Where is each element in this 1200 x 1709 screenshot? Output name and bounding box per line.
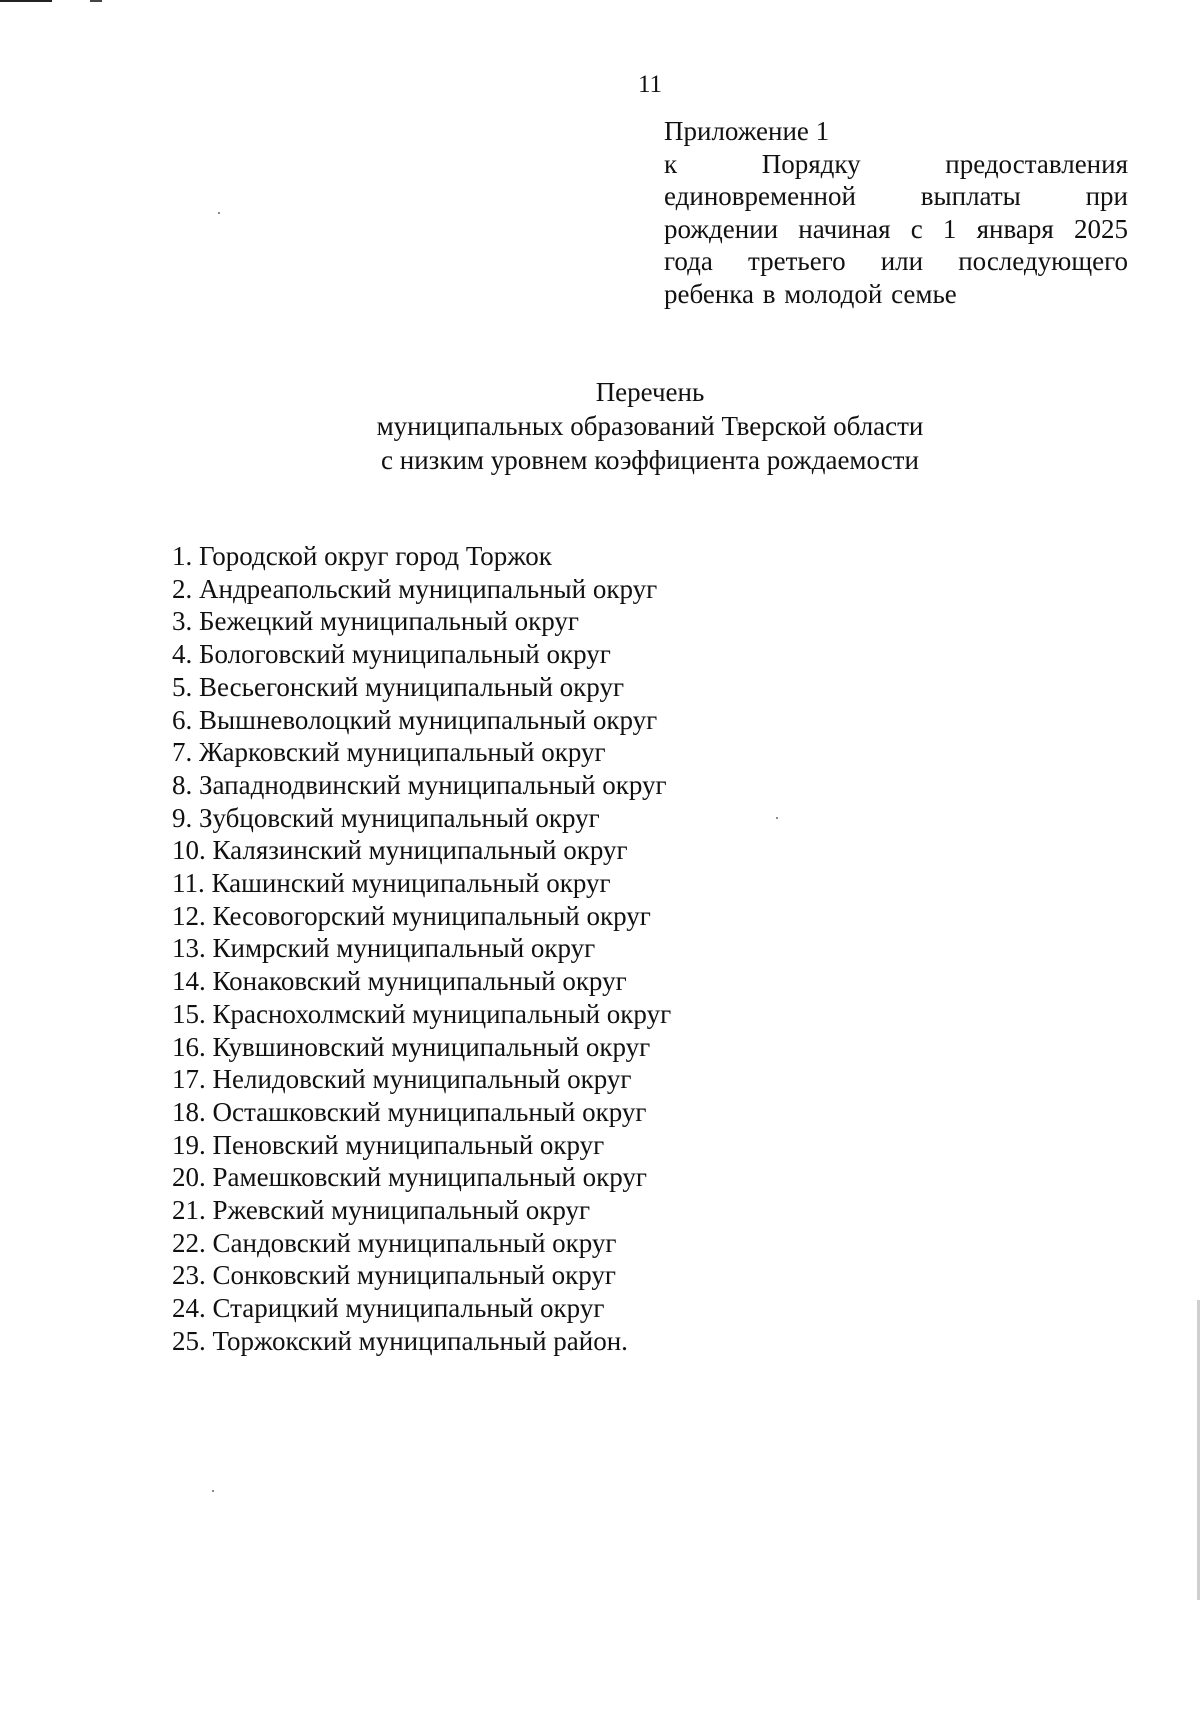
list-item: 18. Осташковский муниципальный округ [172, 1096, 647, 1127]
list-item: 15. Краснохолмский муниципальный округ [172, 998, 672, 1029]
scan-speck [776, 817, 778, 819]
page-number: 11 [637, 71, 663, 98]
heading-line-2: муниципальных образований Тверской области [376, 411, 924, 441]
list-item: 6. Вышневолоцкий муниципальный округ [172, 704, 658, 735]
list-item: 8. Западнодвинский муниципальный округ [172, 769, 667, 800]
list-item: 4. Бологовский муниципальный округ [172, 639, 611, 670]
list-item: 20. Рамешковский муниципальный округ [172, 1162, 647, 1193]
list-item: 13. Кимрский муниципальный округ [172, 933, 596, 964]
list-item: 19. Пеновский муниципальный округ [172, 1129, 605, 1160]
list-item: 9. Зубцовский муниципальный округ [172, 802, 600, 833]
list-item: 1. Городской округ город Торжок [172, 541, 552, 571]
list-item: 17. Нелидовский муниципальный округ [172, 1064, 632, 1095]
list-item: 24. Старицкий муниципальный округ [172, 1293, 605, 1324]
scan-speck [212, 1490, 214, 1492]
appendix-block [664, 115, 1128, 310]
appendix-title: Приложение 1 [664, 116, 830, 146]
scan-mark [90, 0, 102, 2]
heading-line-3: с низким уровнем коэффициента рождаемости [381, 445, 919, 475]
list-item: 14. Конаковский муниципальный округ [172, 966, 627, 997]
list-item: 3. Бежецкий муниципальный округ [172, 606, 579, 637]
list-item: 2. Андреапольский муниципальный округ [172, 573, 658, 604]
list-item: 12. Кесовогорский муниципальный округ [172, 900, 651, 931]
heading-line-1: Перечень [595, 377, 705, 407]
scan-mark [0, 0, 52, 2]
list-item: 21. Ржевский муниципальный округ [172, 1195, 591, 1226]
appendix-text: к Порядку предоставления единовременной выплаты при рождении начиная с 1 января 2025 года третьего или последующего ребенка в молодой семье [664, 148, 1128, 309]
list-item: 16. Кувшиновский муниципальный округ [172, 1031, 651, 1062]
list-heading [0, 375, 1200, 477]
list-item: 22. Сандовский муниципальный округ [172, 1227, 617, 1258]
list-item: 7. Жарковский муниципальный округ [172, 737, 606, 768]
list-item: 11. Кашинский муниципальный округ [172, 868, 611, 899]
list-item: 10. Калязинский муниципальный округ [172, 835, 628, 866]
list-item: 5. Весьегонский муниципальный округ [172, 671, 625, 702]
municipality-list [172, 540, 671, 1358]
list-item: 25. Торжокский муниципальный район. [172, 1325, 628, 1356]
list-item: 23. Сонковский муниципальный округ [172, 1260, 617, 1291]
scan-speck [218, 212, 220, 214]
